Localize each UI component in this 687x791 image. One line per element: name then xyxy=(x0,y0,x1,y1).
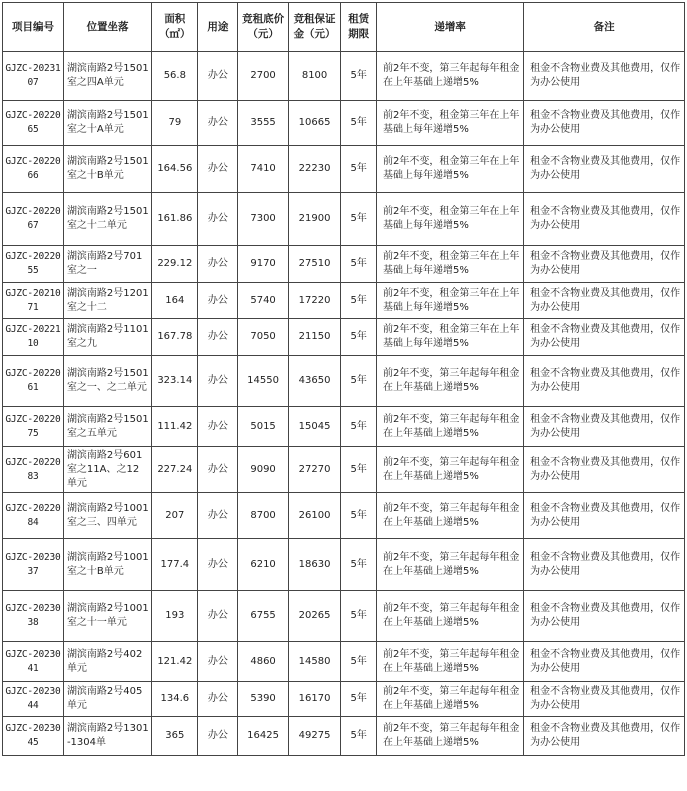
cell-location: 湖滨南路2号1501室之十B单元 xyxy=(63,146,151,193)
cell-base-rent: 16425 xyxy=(238,717,288,756)
cell-use: 办公 xyxy=(198,356,238,407)
cell-increase: 前2年不变，租金第三年在上年基础上每年递增5% xyxy=(377,283,524,319)
cell-use: 办公 xyxy=(198,319,238,356)
cell-location: 湖滨南路2号1001室之十B单元 xyxy=(63,539,151,591)
cell-location: 湖滨南路2号1501室之五单元 xyxy=(63,407,151,447)
cell-area: 365 xyxy=(152,717,198,756)
cell-area: 167.78 xyxy=(152,319,198,356)
cell-area: 164 xyxy=(152,283,198,319)
cell-use: 办公 xyxy=(198,146,238,193)
cell-remark: 租金不含物业费及其他费用，仅作为办公使用 xyxy=(524,101,685,146)
cell-increase: 前2年不变，第三年起每年租金在上年基础上递增5% xyxy=(377,493,524,539)
cell-term: 5年 xyxy=(341,447,377,493)
table-row xyxy=(3,193,685,246)
cell-use: 办公 xyxy=(198,717,238,756)
cell-deposit: 8100 xyxy=(288,52,341,101)
cell-location: 湖滨南路2号1001室之十一单元 xyxy=(63,591,151,642)
table-row xyxy=(3,356,685,407)
cell-deposit: 18630 xyxy=(288,539,341,591)
cell-deposit: 16170 xyxy=(288,682,341,717)
cell-remark: 租金不含物业费及其他费用，仅作为办公使用 xyxy=(524,539,685,591)
table-row xyxy=(3,101,685,146)
cell-base-rent: 3555 xyxy=(238,101,288,146)
cell-deposit: 10665 xyxy=(288,101,341,146)
cell-deposit: 20265 xyxy=(288,591,341,642)
cell-use: 办公 xyxy=(198,193,238,246)
cell-increase: 前2年不变，第三年起每年租金在上年基础上递增5% xyxy=(377,52,524,101)
header-remark: 备注 xyxy=(524,3,685,52)
cell-remark: 租金不含物业费及其他费用，仅作为办公使用 xyxy=(524,717,685,756)
cell-use: 办公 xyxy=(198,52,238,101)
cell-code: GJZC-2022065 xyxy=(3,101,64,146)
cell-base-rent: 7050 xyxy=(238,319,288,356)
cell-deposit: 17220 xyxy=(288,283,341,319)
lease-table xyxy=(2,2,685,756)
cell-use: 办公 xyxy=(198,246,238,283)
cell-location: 湖滨南路2号701室之一 xyxy=(63,246,151,283)
cell-term: 5年 xyxy=(341,717,377,756)
cell-increase: 前2年不变，第三年起每年租金在上年基础上递增5% xyxy=(377,682,524,717)
cell-area: 79 xyxy=(152,101,198,146)
cell-base-rent: 4860 xyxy=(238,642,288,682)
cell-code: GJZC-2022061 xyxy=(3,356,64,407)
header-term: 租赁期限 xyxy=(341,3,377,52)
table-row xyxy=(3,246,685,283)
cell-term: 5年 xyxy=(341,246,377,283)
cell-base-rent: 5015 xyxy=(238,407,288,447)
cell-area: 121.42 xyxy=(152,642,198,682)
cell-remark: 租金不含物业费及其他费用，仅作为办公使用 xyxy=(524,52,685,101)
cell-remark: 租金不含物业费及其他费用，仅作为办公使用 xyxy=(524,283,685,319)
cell-deposit: 49275 xyxy=(288,717,341,756)
cell-use: 办公 xyxy=(198,101,238,146)
cell-base-rent: 7410 xyxy=(238,146,288,193)
cell-use: 办公 xyxy=(198,407,238,447)
cell-code: GJZC-2022083 xyxy=(3,447,64,493)
cell-location: 湖滨南路2号1301-1304单 xyxy=(63,717,151,756)
cell-deposit: 22230 xyxy=(288,146,341,193)
cell-location: 湖滨南路2号402单元 xyxy=(63,642,151,682)
cell-increase: 前2年不变，租金第三年在上年基础上每年递增5% xyxy=(377,319,524,356)
cell-term: 5年 xyxy=(341,539,377,591)
cell-location: 湖滨南路2号1501室之一、之二单元 xyxy=(63,356,151,407)
cell-area: 56.8 xyxy=(152,52,198,101)
cell-base-rent: 6755 xyxy=(238,591,288,642)
cell-location: 湖滨南路2号1201室之十二 xyxy=(63,283,151,319)
cell-use: 办公 xyxy=(198,682,238,717)
header-deposit: 竞租保证金（元） xyxy=(288,3,341,52)
header-row xyxy=(3,3,685,52)
cell-remark: 租金不含物业费及其他费用，仅作为办公使用 xyxy=(524,319,685,356)
table-body xyxy=(3,52,685,756)
cell-location: 湖滨南路2号601室之11A、之12单元 xyxy=(63,447,151,493)
cell-increase: 前2年不变，第三年起每年租金在上年基础上递增5% xyxy=(377,447,524,493)
cell-base-rent: 9170 xyxy=(238,246,288,283)
cell-location: 湖滨南路2号405单元 xyxy=(63,682,151,717)
table-row xyxy=(3,447,685,493)
cell-term: 5年 xyxy=(341,146,377,193)
cell-term: 5年 xyxy=(341,493,377,539)
cell-increase: 前2年不变，第三年起每年租金在上年基础上递增5% xyxy=(377,539,524,591)
cell-increase: 前2年不变，租金第三年在上年基础上每年递增5% xyxy=(377,193,524,246)
cell-base-rent: 5390 xyxy=(238,682,288,717)
cell-deposit: 14580 xyxy=(288,642,341,682)
cell-remark: 租金不含物业费及其他费用，仅作为办公使用 xyxy=(524,493,685,539)
cell-deposit: 26100 xyxy=(288,493,341,539)
cell-base-rent: 14550 xyxy=(238,356,288,407)
cell-term: 5年 xyxy=(341,642,377,682)
header-use: 用途 xyxy=(198,3,238,52)
cell-use: 办公 xyxy=(198,493,238,539)
cell-area: 134.6 xyxy=(152,682,198,717)
cell-code: GJZC-2023107 xyxy=(3,52,64,101)
cell-code: GJZC-2022066 xyxy=(3,146,64,193)
cell-area: 164.56 xyxy=(152,146,198,193)
cell-term: 5年 xyxy=(341,283,377,319)
cell-code: GJZC-2022110 xyxy=(3,319,64,356)
cell-location: 湖滨南路2号1501室之十A单元 xyxy=(63,101,151,146)
cell-term: 5年 xyxy=(341,193,377,246)
table-row xyxy=(3,539,685,591)
table-row xyxy=(3,283,685,319)
cell-term: 5年 xyxy=(341,319,377,356)
header-location: 位置坐落 xyxy=(63,3,151,52)
cell-area: 207 xyxy=(152,493,198,539)
cell-remark: 租金不含物业费及其他费用，仅作为办公使用 xyxy=(524,246,685,283)
cell-code: GJZC-2021071 xyxy=(3,283,64,319)
cell-location: 湖滨南路2号1101室之九 xyxy=(63,319,151,356)
cell-base-rent: 5740 xyxy=(238,283,288,319)
table-row xyxy=(3,52,685,101)
cell-increase: 前2年不变，第三年起每年租金在上年基础上递增5% xyxy=(377,591,524,642)
cell-area: 227.24 xyxy=(152,447,198,493)
cell-remark: 租金不含物业费及其他费用，仅作为办公使用 xyxy=(524,407,685,447)
cell-term: 5年 xyxy=(341,591,377,642)
cell-area: 111.42 xyxy=(152,407,198,447)
cell-base-rent: 8700 xyxy=(238,493,288,539)
cell-use: 办公 xyxy=(198,591,238,642)
cell-remark: 租金不含物业费及其他费用，仅作为办公使用 xyxy=(524,682,685,717)
cell-term: 5年 xyxy=(341,356,377,407)
table-row xyxy=(3,682,685,717)
table-row xyxy=(3,591,685,642)
cell-code: GJZC-2022075 xyxy=(3,407,64,447)
cell-remark: 租金不含物业费及其他费用，仅作为办公使用 xyxy=(524,356,685,407)
cell-deposit: 21900 xyxy=(288,193,341,246)
cell-area: 323.14 xyxy=(152,356,198,407)
cell-use: 办公 xyxy=(198,447,238,493)
cell-remark: 租金不含物业费及其他费用，仅作为办公使用 xyxy=(524,591,685,642)
cell-increase: 前2年不变，租金第三年在上年基础上每年递增5% xyxy=(377,146,524,193)
table-row xyxy=(3,319,685,356)
cell-location: 湖滨南路2号1501室之四A单元 xyxy=(63,52,151,101)
cell-remark: 租金不含物业费及其他费用，仅作为办公使用 xyxy=(524,642,685,682)
cell-area: 229.12 xyxy=(152,246,198,283)
cell-deposit: 21150 xyxy=(288,319,341,356)
cell-deposit: 27510 xyxy=(288,246,341,283)
cell-code: GJZC-2022055 xyxy=(3,246,64,283)
table-row xyxy=(3,146,685,193)
cell-base-rent: 7300 xyxy=(238,193,288,246)
cell-increase: 前2年不变，第三年起每年租金在上年基础上递增5% xyxy=(377,356,524,407)
cell-area: 177.4 xyxy=(152,539,198,591)
cell-term: 5年 xyxy=(341,52,377,101)
cell-base-rent: 2700 xyxy=(238,52,288,101)
cell-area: 193 xyxy=(152,591,198,642)
cell-code: GJZC-2023041 xyxy=(3,642,64,682)
cell-use: 办公 xyxy=(198,642,238,682)
table-row xyxy=(3,642,685,682)
header-code: 项目编号 xyxy=(3,3,64,52)
cell-location: 湖滨南路2号1001室之三、四单元 xyxy=(63,493,151,539)
cell-use: 办公 xyxy=(198,283,238,319)
cell-increase: 前2年不变，租金第三年在上年基础上每年递增5% xyxy=(377,101,524,146)
header-area: 面积（㎡） xyxy=(152,3,198,52)
cell-code: GJZC-2023044 xyxy=(3,682,64,717)
cell-code: GJZC-2022067 xyxy=(3,193,64,246)
cell-location: 湖滨南路2号1501室之十二单元 xyxy=(63,193,151,246)
table-row xyxy=(3,407,685,447)
cell-remark: 租金不含物业费及其他费用，仅作为办公使用 xyxy=(524,447,685,493)
header-base-rent: 竞租底价（元） xyxy=(238,3,288,52)
cell-code: GJZC-2023045 xyxy=(3,717,64,756)
cell-increase: 前2年不变，第三年起每年租金在上年基础上递增5% xyxy=(377,642,524,682)
cell-deposit: 27270 xyxy=(288,447,341,493)
cell-use: 办公 xyxy=(198,539,238,591)
cell-code: GJZC-2023038 xyxy=(3,591,64,642)
cell-increase: 前2年不变，租金第三年在上年基础上每年递增5% xyxy=(377,246,524,283)
cell-increase: 前2年不变，第三年起每年租金在上年基础上递增5% xyxy=(377,717,524,756)
cell-deposit: 43650 xyxy=(288,356,341,407)
cell-code: GJZC-2022084 xyxy=(3,493,64,539)
table-row xyxy=(3,493,685,539)
header-increase: 递增率 xyxy=(377,3,524,52)
cell-term: 5年 xyxy=(341,101,377,146)
cell-increase: 前2年不变，第三年起每年租金在上年基础上递增5% xyxy=(377,407,524,447)
cell-remark: 租金不含物业费及其他费用，仅作为办公使用 xyxy=(524,146,685,193)
cell-base-rent: 6210 xyxy=(238,539,288,591)
table-row xyxy=(3,717,685,756)
cell-code: GJZC-2023037 xyxy=(3,539,64,591)
cell-term: 5年 xyxy=(341,682,377,717)
table-header xyxy=(3,3,685,52)
cell-deposit: 15045 xyxy=(288,407,341,447)
cell-term: 5年 xyxy=(341,407,377,447)
cell-remark: 租金不含物业费及其他费用，仅作为办公使用 xyxy=(524,193,685,246)
cell-area: 161.86 xyxy=(152,193,198,246)
cell-base-rent: 9090 xyxy=(238,447,288,493)
